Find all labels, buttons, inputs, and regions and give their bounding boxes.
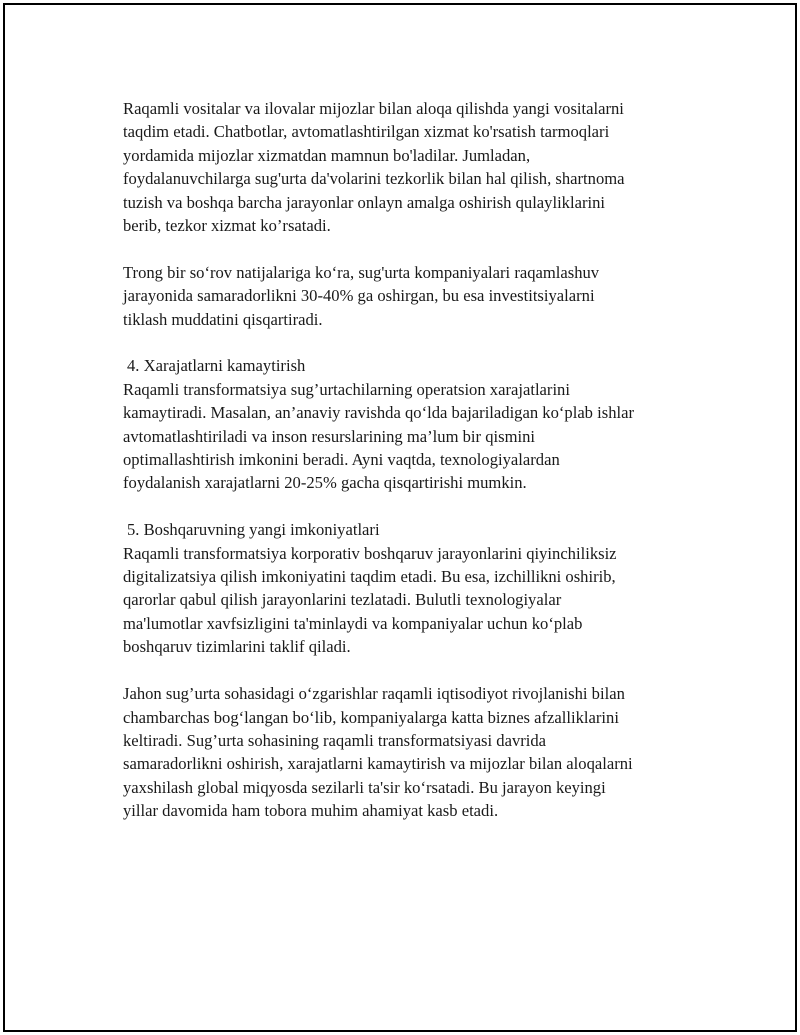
paragraph-gap: [123, 659, 723, 682]
paragraph-conclusion: Jahon sug’urta sohasidagi o‘zgarishlar raqamli iqtisodiyot rivojlanishi bilan chambarchas bog‘langan bo‘lib, kompaniyalarga katta biznes afzalliklarini keltiradi. Sug’urta sohasining raqamli transformatsiyasi davrida samaradorlikni oshirish, xarajatlarni kamaytirish va mijozlar bilan aloqalarni yaxshilash global miqyosda sezilarli ta'sir ko‘rsatadi. Bu jarayon keyingi yillar davomida ham tobora muhim ahamiyat kasb etadi.: [123, 684, 633, 821]
page-frame: [3, 3, 797, 1032]
section-heading-cost-reduction: 4. Xarajatlarni kamaytirish: [127, 356, 306, 376]
paragraph-digital-tools: Raqamli vositalar va ilovalar mijozlar bilan aloqa qilishda yangi vositalarni taqdim etadi. Chatbotlar, avtomatlashtirilgan xizmat ko'rsatish tarmoqlari yordamida mijozlar xizmatdan mamnun bo'ladilar. Jumladan, foydalanuvchilarga sug'urta da'volarini tezkorlik bilan hal qilish, shartnoma tuzish va boshqa barcha jarayonlar onlayn amalga oshirish qulayliklarini berib, tezkor xizmat ko’rsatadi.: [123, 99, 625, 236]
paragraph-gap: [123, 331, 723, 354]
paragraph-gap: [123, 237, 723, 260]
paragraph-gap: [123, 495, 723, 518]
section-heading-management: 5. Boshqaruvning yangi imkoniyatlari: [127, 520, 380, 540]
paragraph-survey-results: Trong bir so‘rov natijalariga ko‘ra, sug'urta kompaniyalari raqamlashuv jarayonida samaradorlikni 30-40% ga oshirgan, bu esa investitsiyalarni tiklash muddatini qisqartiradi.: [123, 262, 600, 329]
document-body: [123, 97, 723, 823]
paragraph-management: Raqamli transformatsiya korporativ boshqaruv jarayonlarini qiyinchiliksiz digitalizatsiya qilish imkoniyatini taqdim etadi. Bu esa, izchillikni oshirib, qarorlar qabul qilish jarayonlarini tezlatadi. Bulutli texnologiyalar ma'lumotlar xavfsizligini ta'minlaydi va kompaniyalar uchun ko‘plab boshqaruv tizimlarini taklif qiladi.: [123, 543, 617, 657]
paragraph-cost-reduction: Raqamli transformatsiya sug’urtachilarning operatsion xarajatlarini kamaytiradi. Masalan, an’anaviy ravishda qo‘lda bajariladigan ko‘plab ishlar avtomatlashtiriladi va inson resurslarining ma’lum bir qismini optimallashtirish imkonini beradi. Ayni vaqtda, texnologiyalardan foydalanish xarajatlarni 20-25% gacha qisqartirishi mumkin.: [123, 379, 634, 493]
